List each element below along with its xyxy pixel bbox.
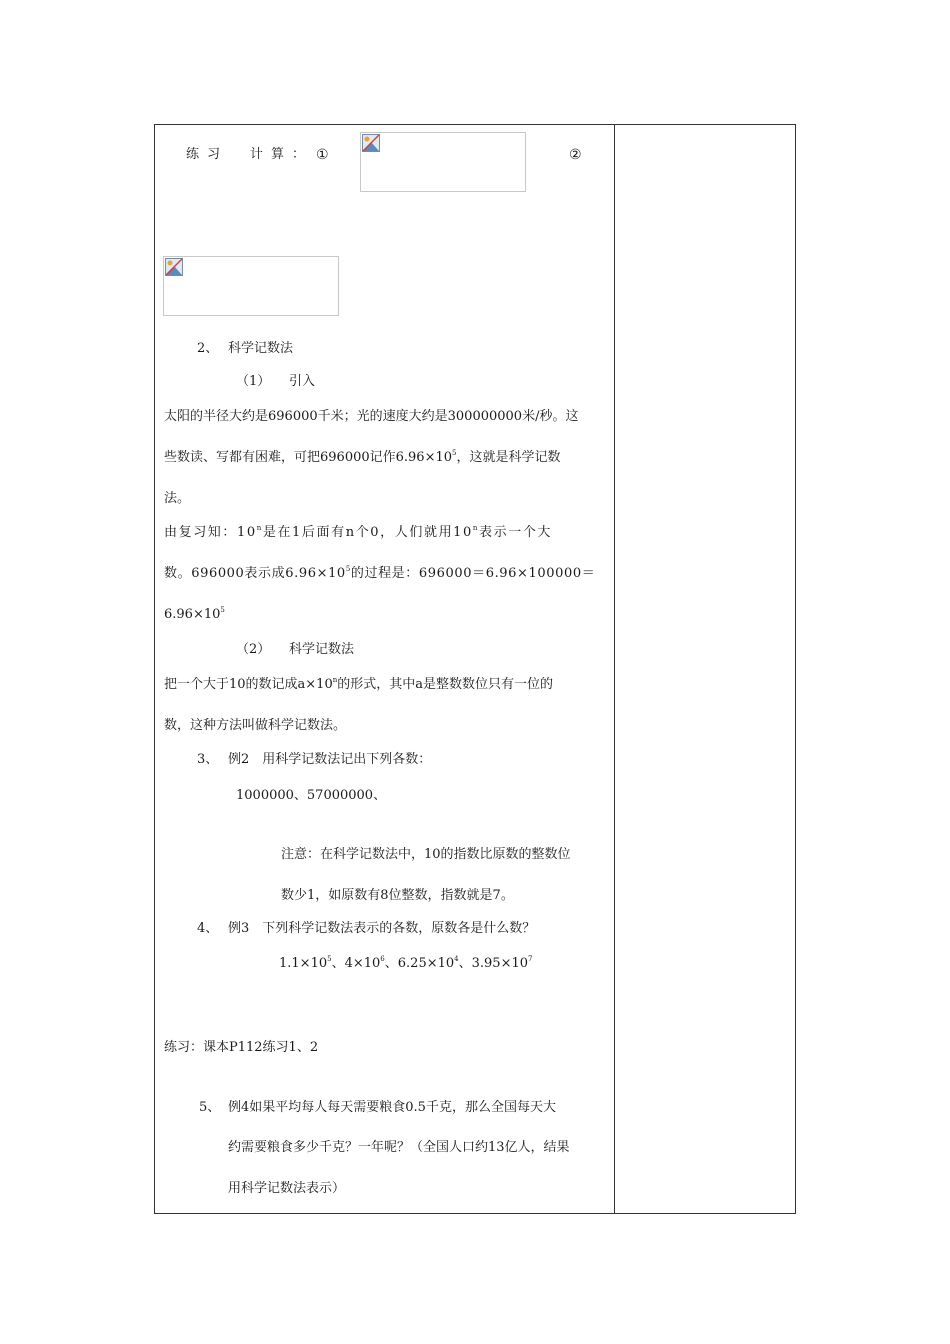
broken-image-icon — [362, 134, 380, 152]
formula-image-1 — [360, 132, 526, 192]
section3-number: 3、 — [197, 752, 219, 767]
calc-label: 计算： — [250, 147, 314, 162]
para1-line1: 太阳的半径大约是696000千米；光的速度大约是300000000米/秒。这 — [164, 409, 579, 424]
practice-text: 练习：课本P112练习1、2 — [164, 1040, 319, 1055]
sub2-title: 科学记数法 — [289, 642, 355, 657]
para1-line2: 些数读、写都有困难，可把696000记作$6.96\times 10^5$，这就是科学记数 — [164, 449, 561, 465]
section4-expressions: $1.1\times 10^5$、$4\times 10^6$、$6.25\times 10^4$、$3.95\times 10^7$ — [279, 955, 533, 971]
section5-line2: 约需要粮食多少千克？一年呢？（全国人口约13亿人，结果 — [228, 1140, 570, 1155]
para2-line2: 数。696000表示成$6.96\times 10^5$的过程是：696000＝6.96×100000＝ — [164, 565, 596, 581]
exercise-label: 练习 — [186, 147, 229, 162]
section5-line1: 例4如果平均每人每天需要粮食0.5千克，那么全国每天大 — [228, 1100, 556, 1115]
section2-number: 2、 — [197, 341, 219, 356]
para3-line2: 数，这种方法叫做科学记数法。 — [164, 718, 347, 733]
section5-number: 5、 — [199, 1100, 221, 1115]
note-line1: 注意：在科学记数法中，10的指数比原数的整数位 — [281, 847, 571, 862]
sub2-number: （2） — [236, 642, 271, 657]
section4-number: 4、 — [197, 921, 219, 936]
section2-title: 科学记数法 — [228, 341, 294, 356]
section5-line3: 用科学记数法表示） — [228, 1181, 346, 1196]
para2-line1: 由复习知：10$^n$是在1后面有n个0，人们就用10$^n$表示一个大 — [164, 524, 553, 540]
formula-image-2 — [163, 256, 339, 316]
note-line2: 数少1，如原数有8位整数，指数就是7。 — [281, 888, 514, 903]
para2-line3: $6.96\times 10^5$ — [164, 606, 225, 622]
section4-title: 例3 下列科学记数法表示的各数，原数各是什么数？ — [228, 921, 536, 936]
section3-title: 例2 用科学记数法记出下列各数： — [228, 752, 432, 767]
mark-1: ① — [316, 147, 329, 163]
sub1-title: 引入 — [289, 374, 316, 389]
section3-numbers: 1000000、57000000、 — [236, 788, 387, 803]
broken-image-icon — [165, 258, 183, 276]
column-divider — [614, 124, 615, 1214]
mark-2: ② — [569, 147, 582, 163]
para3-line1: 把一个大于10的数记成$a\times 10^n$的形式，其中a是整数数位只有一位的 — [164, 676, 554, 692]
sub1-number: （1） — [236, 374, 271, 389]
para1-line3: 法。 — [164, 491, 191, 506]
